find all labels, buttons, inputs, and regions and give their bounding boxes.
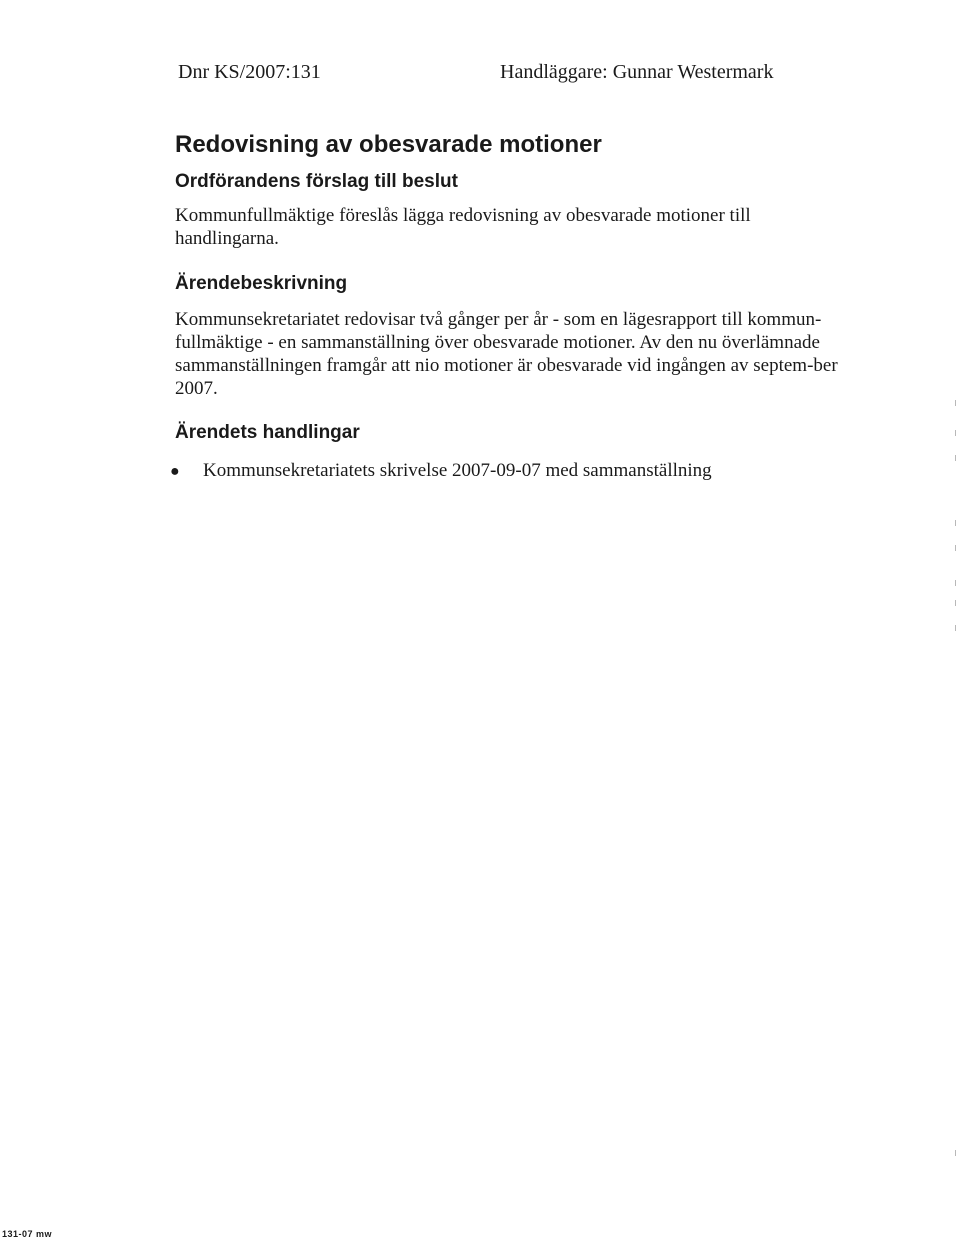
documents-list	[170, 459, 850, 483]
description-heading: Ärendebeskrivning	[175, 273, 348, 294]
scan-artifact	[955, 580, 956, 586]
document-item-label: Kommunsekretariatets skrivelse 2007-09-07 med sammanställning	[203, 460, 712, 481]
bullet-icon: ●	[170, 463, 180, 480]
case-number: Dnr KS/2007:131	[178, 61, 321, 83]
page-title: Redovisning av obesvarade motioner	[175, 131, 602, 158]
scan-artifact	[955, 430, 956, 436]
proposal-heading: Ordförandens förslag till beslut	[175, 171, 458, 192]
description-text: Kommunsekretariatet redovisar två gånger per år - som en lägesrapport till kommun-fullmäktige - en sammanställning över obesvarade motioner. Av den nu överlämnade sammanställningen framgår att nio motioner är obesvarade vid ingången av septem-ber 2007.	[175, 309, 838, 399]
scan-artifact	[955, 625, 956, 631]
scan-artifact	[955, 1150, 956, 1156]
list-item	[170, 459, 850, 483]
scan-artifact	[955, 545, 956, 551]
footer-code: 131-07 mw	[2, 1229, 53, 1239]
scan-artifact	[955, 600, 956, 606]
case-officer: Handläggare: Gunnar Westermark	[500, 61, 774, 83]
scan-artifact	[955, 455, 956, 461]
scan-artifact	[955, 520, 956, 526]
scan-artifact	[955, 400, 956, 406]
documents-heading: Ärendets handlingar	[175, 422, 360, 443]
proposal-text: Kommunfullmäktige föreslås lägga redovisning av obesvarade motioner till handlingarna.	[175, 205, 751, 249]
